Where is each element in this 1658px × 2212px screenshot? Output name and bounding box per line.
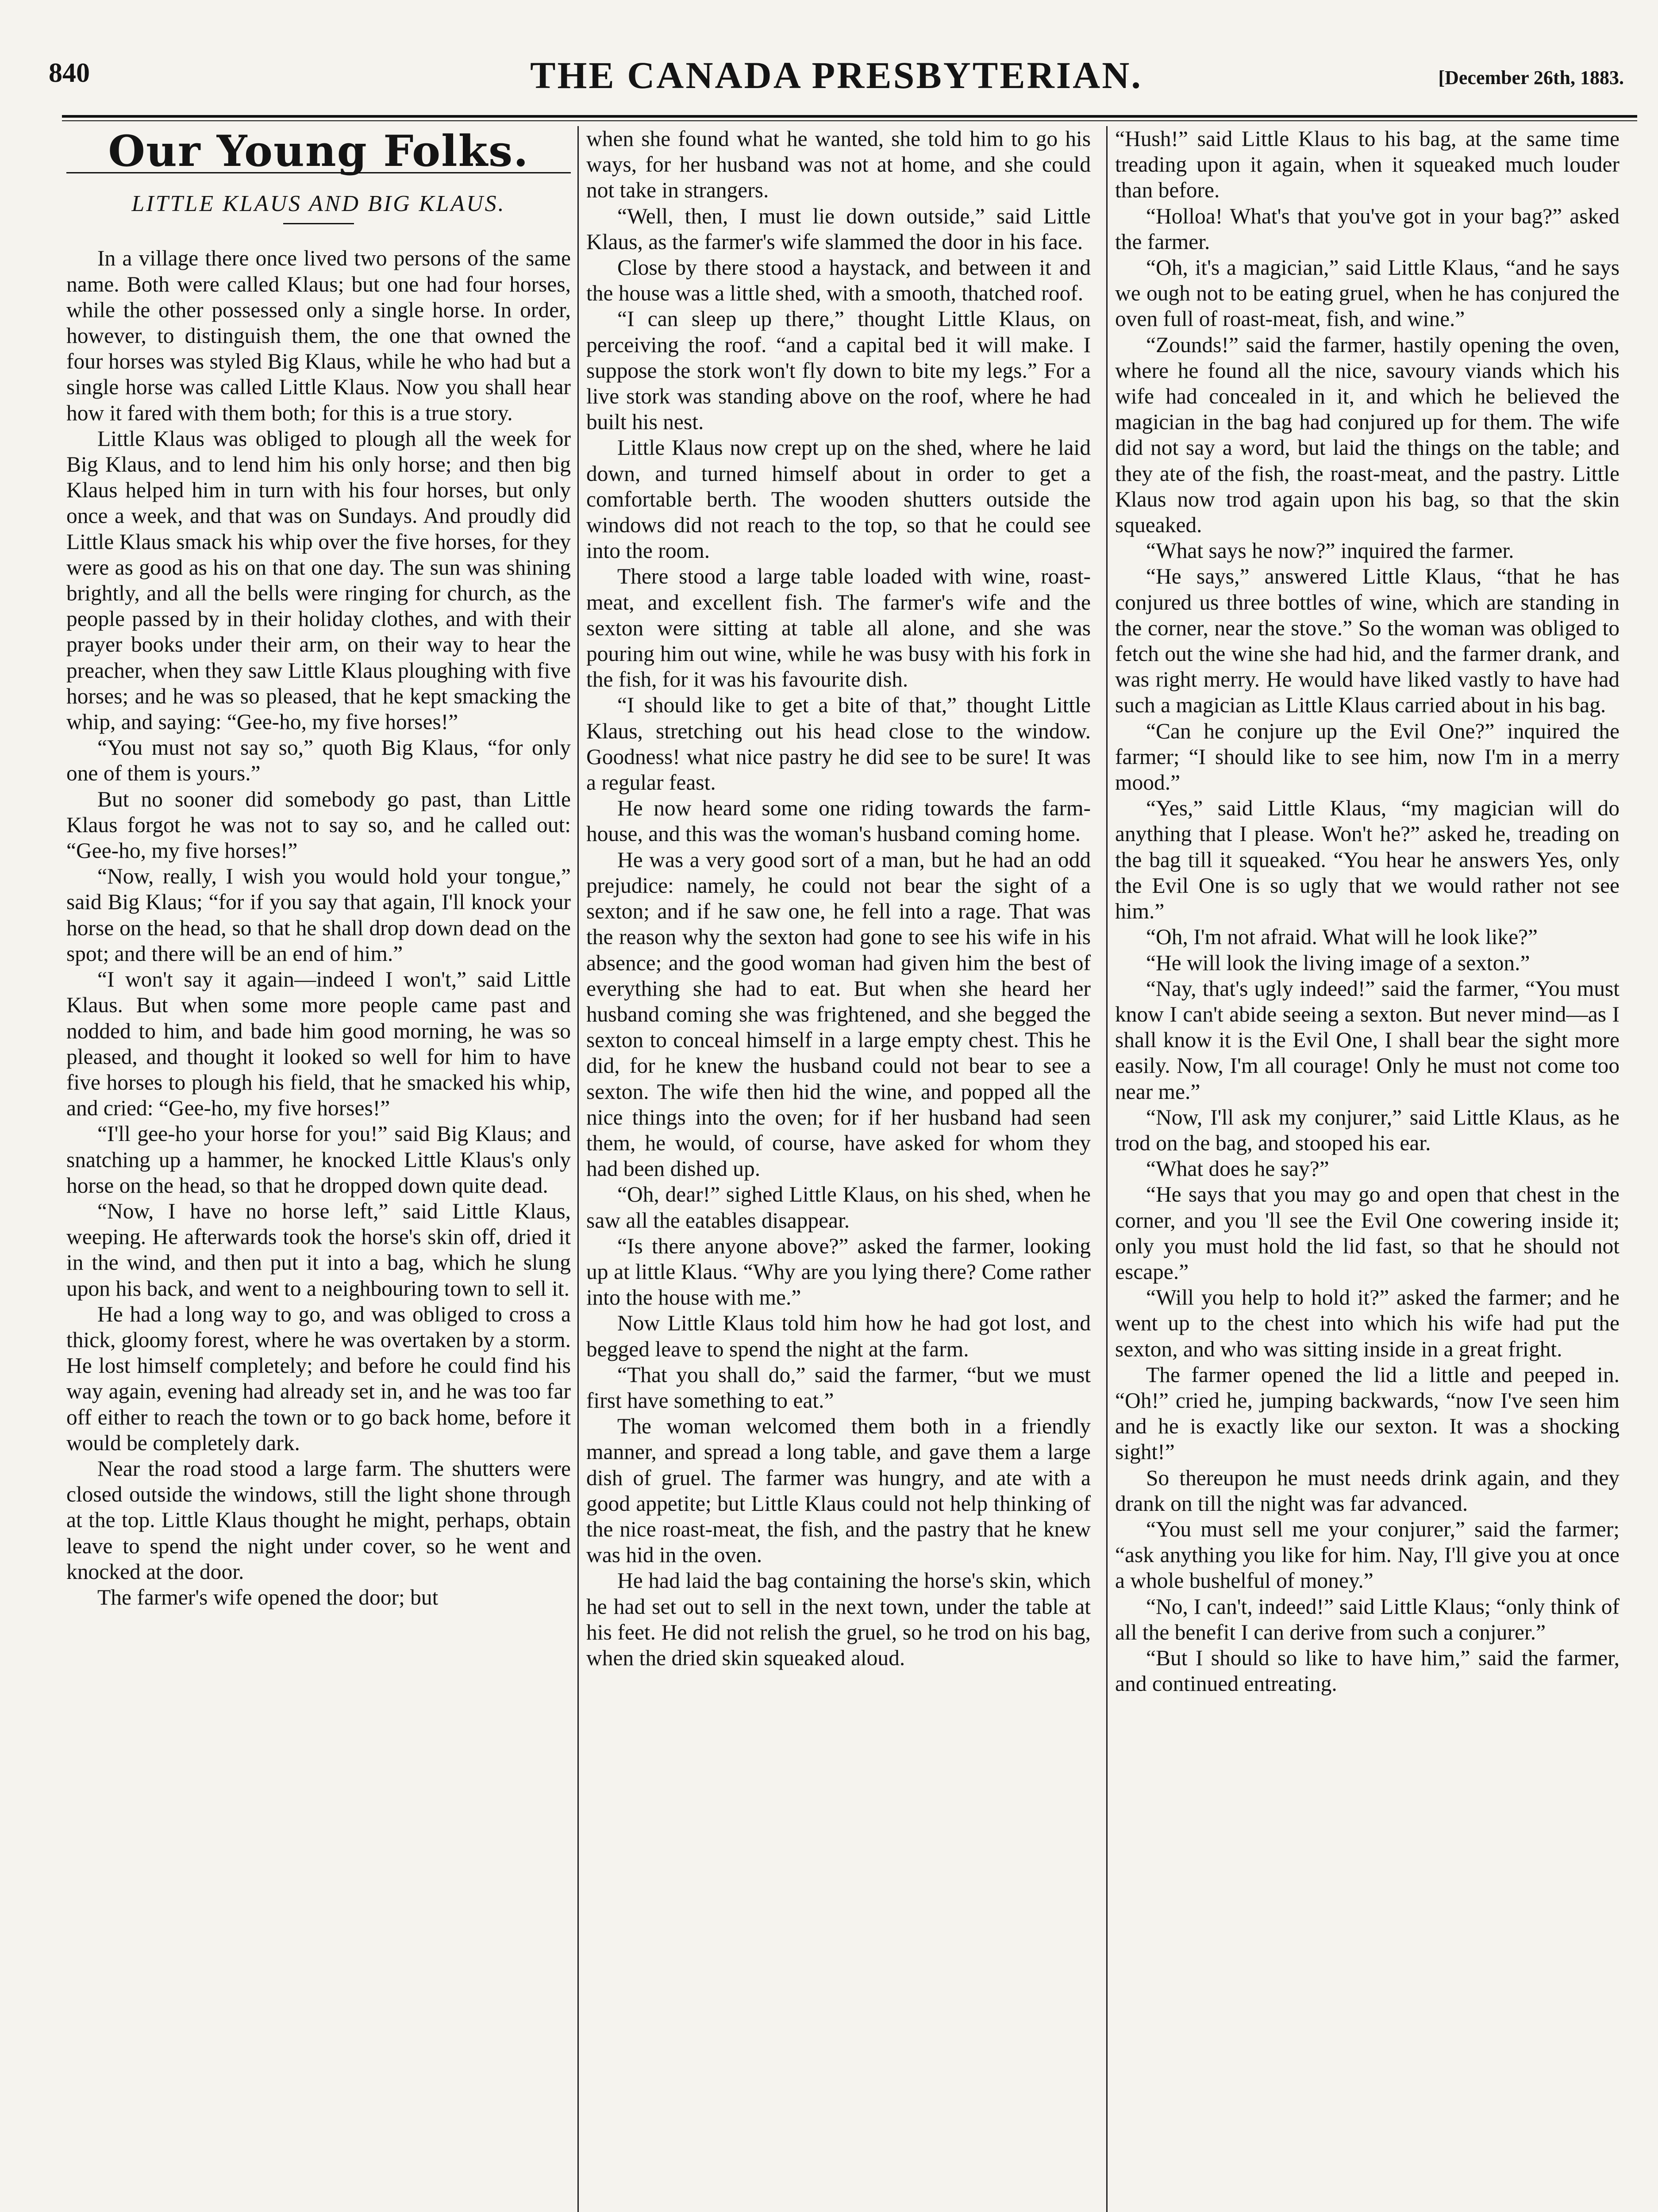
- page-number: 840: [49, 58, 90, 88]
- paragraph: “Nay, that's ugly indeed!” said the farmer, “You must know I can't abide seeing a sexton. But never mind—as I shall know it is the Evil One, I shall bear the sight more easily. Now, I'm all courage! Only he must not come too near me.”: [1115, 976, 1620, 1104]
- paragraph: The farmer's wife opened the door; but: [97, 1585, 439, 1609]
- paragraph: Now Little Klaus told him how he had got lost, and begged leave to spend the night at the farm.: [586, 1311, 1091, 1361]
- paragraph: In a village there once lived two persons of the same name. Both were called Klaus; but one had four horses, while the other possessed only a single horse. In order, however, to distinguish them, the one that owned the four horses was styled Big Klaus, while he who had but a single horse was called Little Klaus. Now you shall hear how it fared with them both; for this is a true story.: [66, 246, 571, 425]
- paragraph: “Now, I have no horse left,” said Little Klaus, weeping. He afterwards took the horse's skin off, dried it in the wind, and then put it into a bag, which he slung upon his back, and went to a neighbouring town to sell it.: [66, 1198, 571, 1301]
- paragraph: Little Klaus was obliged to plough all the week for Big Klaus, and to lend him his only horse; and then big Klaus helped him in turn with his four horses, but only once a week, and that was on Sundays. And proudly did Little Klaus smack his whip over the five horses, for they were as good as his on that one day. The sun was shining brightly, and all the bells were ringing for church, as the people passed by in their holiday clothes, and with their prayer books under their arm, on their way to hear the preacher, when they saw Little Klaus ploughing with five horses; and he was so pleased, that he kept smacking the whip, and saying: “Gee-ho, my five horses!”: [66, 426, 571, 734]
- paragraph: “Holloa! What's that you've got in your bag?” asked the farmer.: [1115, 204, 1620, 254]
- department-heading: Our Young Folks.: [108, 126, 529, 176]
- paragraph: “Is there anyone above?” asked the farmer, looking up at little Klaus. “Why are you lying there? Come rather into the house with me.”: [586, 1233, 1091, 1310]
- paragraph: “What does he say?”: [1146, 1156, 1329, 1181]
- paragraph: “No, I can't, indeed!” said Little Klaus; “only think of all the benefit I can derive from such a conjurer.”: [1115, 1594, 1620, 1644]
- paragraph: The farmer opened the lid a little and peeped in. “Oh!” cried he, jumping backwards, “now I've seen him and he is exactly like our sexton. It was a shocking sight!”: [1115, 1362, 1620, 1464]
- paragraph: He now heard some one riding towards the farm-house, and this was the woman's husband coming home.: [586, 796, 1091, 846]
- paragraph: “Will you help to hold it?” asked the farmer; and he went up to the chest into which his wife had put the sexton, and who was sitting inside in a great fright.: [1115, 1285, 1620, 1361]
- column-2: [586, 126, 1091, 1671]
- column-1: [66, 126, 571, 1610]
- paragraph: “Now, I'll ask my conjurer,” said Little Klaus, as he trod on the bag, and stooped his ear.: [1115, 1105, 1620, 1155]
- paragraph: “You must not say so,” quoth Big Klaus, “for only one of them is yours.”: [66, 735, 571, 786]
- paragraph: “Hush!” said Little Klaus to his bag, at the same time treading upon it again, when it squeaked much louder than before.: [1115, 127, 1620, 203]
- paragraph: “Now, really, I wish you would hold your tongue,” said Big Klaus; “for if you say that again, I'll knock your horse on the head, so that he shall drop down dead on the spot; and there will be an end of him.”: [66, 864, 571, 966]
- paragraph: “Yes,” said Little Klaus, “my magician will do anything that I please. Won't he?” asked he, treading on the bag till it squeaked. “You hear he answers Yes, only the Evil One is so ugly that we would rather not see him.”: [1115, 796, 1620, 924]
- paragraph: He was a very good sort of a man, but he had an odd prejudice: namely, he could not bear the sight of a sexton; and if he saw one, he fell into a rage. That was the reason why the sexton had gone to see his wife in his absence; and the good woman had given him the best of everything she had to eat. But when she heard her husband coming she was frightened, and she begged the sexton to conceal himself in a large empty chest. This he did, for he knew the husband could not bear to see a sexton. The wife then hid the wine, and popped all the nice things into the oven; for if her husband had seen them, he would, of course, have asked for whom they had been dished up.: [586, 847, 1091, 1181]
- story-title: LITTLE KLAUS AND BIG KLAUS.: [131, 191, 506, 217]
- paragraph: “I'll gee-ho your horse for you!” said Big Klaus; and snatching up a hammer, he knocked Little Klaus's only horse on the head, so that he dropped down quite dead.: [66, 1121, 571, 1198]
- paragraph: Little Klaus now crept up on the shed, where he laid down, and turned himself about in order to get a comfortable berth. The wooden shutters outside the windows did not reach to the top, so that he could see into the room.: [586, 435, 1091, 563]
- masthead: [49, 53, 1624, 111]
- paragraph: “He will look the living image of a sexton.”: [1146, 950, 1530, 975]
- paragraph: “What says he now?” inquired the farmer.: [1146, 538, 1514, 563]
- paragraph: “Oh, dear!” sighed Little Klaus, on his shed, when he saw all the eatables disappear.: [586, 1182, 1091, 1233]
- paragraph: But no sooner did somebody go past, than Little Klaus forgot he was not to say so, and he called out: “Gee-ho, my five horses!”: [66, 787, 571, 863]
- newspaper-title: THE CANADA PRESBYTERIAN.: [530, 54, 1143, 96]
- paragraph: He had a long way to go, and was obliged to cross a thick, gloomy forest, where he was overtaken by a storm. He lost himself completely; and before he could find his way again, evening had already set in, and he was too far off either to reach the town or to go back home, before it would be completely dark.: [66, 1302, 571, 1455]
- masthead-rule: [62, 115, 1637, 121]
- paragraph: “Zounds!” said the farmer, hastily opening the oven, where he found all the nice, savoury viands which his wife had concealed in it, and which he believed the magician in the bag had conjured up for them. The wife did not say a word, but laid the things on the table; and they ate of the fish, the roast-meat, and the pastry. Little Klaus now trod again upon his bag, so that the skin squeaked.: [1115, 332, 1620, 538]
- paragraph: “Well, then, I must lie down outside,” said Little Klaus, as the farmer's wife slammed the door in his face.: [586, 204, 1091, 254]
- paragraph: “That you shall do,” said the farmer, “but we must first have something to eat.”: [586, 1362, 1091, 1413]
- paragraph: “I can sleep up there,” thought Little Klaus, on perceiving the roof. “and a capital bed it will make. I suppose the stork won't fly down to bite my legs.” For a live stork was standing above on the roof, where he had built his nest.: [586, 307, 1091, 434]
- column-divider: [1106, 126, 1108, 2212]
- paragraph: Close by there stood a haystack, and between it and the house was a little shed, with a smooth, thatched roof.: [586, 255, 1091, 306]
- paragraph: “You must sell me your conjurer,” said the farmer; “ask anything you like for him. Nay, I'll give you at once a whole bushelful of money.”: [1115, 1517, 1620, 1593]
- paragraph: Near the road stood a large farm. The shutters were closed outside the windows, still the light shone through at the top. Little Klaus thought he might, perhaps, obtain leave to spend the night under cover, so he went and knocked at the door.: [66, 1456, 571, 1584]
- issue-date: [December 26th, 1883.: [1438, 67, 1624, 88]
- paragraph: when she found what he wanted, she told him to go his ways, for her husband was not at home, and she could not take in strangers.: [586, 127, 1091, 203]
- paragraph: The woman welcomed them both in a friendly manner, and spread a long table, and gave them a large dish of gruel. The farmer was hungry, and ate with a good appetite; but Little Klaus could not help thinking of the nice roast-meat, the fish, and the pastry that he knew was hid in the oven.: [586, 1414, 1091, 1567]
- story-title-rule: [283, 223, 354, 224]
- paragraph: “I should like to get a bite of that,” thought Little Klaus, stretching out his head close to the window. Goodness! what nice pastry he did see to be sure! It was a regular feast.: [586, 693, 1091, 795]
- column-divider: [577, 126, 579, 2212]
- column-3: [1115, 126, 1620, 1697]
- paragraph: “Oh, I'm not afraid. What will he look like?”: [1146, 925, 1538, 949]
- paragraph: “He says,” answered Little Klaus, “that he has conjured us three bottles of wine, which are standing in the corner, near the stove.” So the woman was obliged to fetch out the wine she had hid, and the farmer drank, and was right merry. He would have liked vastly to have had such a magician as Little Klaus carried about in his bag.: [1115, 564, 1620, 718]
- paragraph: So thereupon he must needs drink again, and they drank on till the night was far advanced.: [1115, 1465, 1620, 1516]
- paragraph: “But I should so like to have him,” said the farmer, and continued entreating.: [1115, 1645, 1620, 1696]
- paragraph: “He says that you may go and open that chest in the corner, and you 'll see the Evil One cowering inside it; only you must hold the lid fast, so that he should not escape.”: [1115, 1182, 1620, 1284]
- paragraph: “Can he conjure up the Evil One?” inquired the farmer; “I should like to see him, now I'm in a merry mood.”: [1115, 718, 1620, 795]
- paragraph: “I won't say it again—indeed I won't,” said Little Klaus. But when some more people came past and nodded to him, and bade him good morning, he was so pleased, and thought it looked so well for him to have five horses to plough his field, that he smacked his whip, and cried: “Gee-ho, my five horses!”: [66, 967, 571, 1121]
- paragraph: He had laid the bag containing the horse's skin, which he had set out to sell in the next town, under the table at his feet. He did not relish the gruel, so he trod on his bag, when the dried skin squeaked aloud.: [586, 1568, 1091, 1670]
- paragraph: “Oh, it's a magician,” said Little Klaus, “and he says we ough not to be eating gruel, when he has conjured the oven full of roast-meat, fish, and wine.”: [1115, 255, 1620, 331]
- paragraph: There stood a large table loaded with wine, roast-meat, and excellent fish. The farmer's wife and the sexton were sitting at table all alone, and she was pouring him out wine, while he was busy with his fork in the fish, for it was his favourite dish.: [586, 564, 1091, 692]
